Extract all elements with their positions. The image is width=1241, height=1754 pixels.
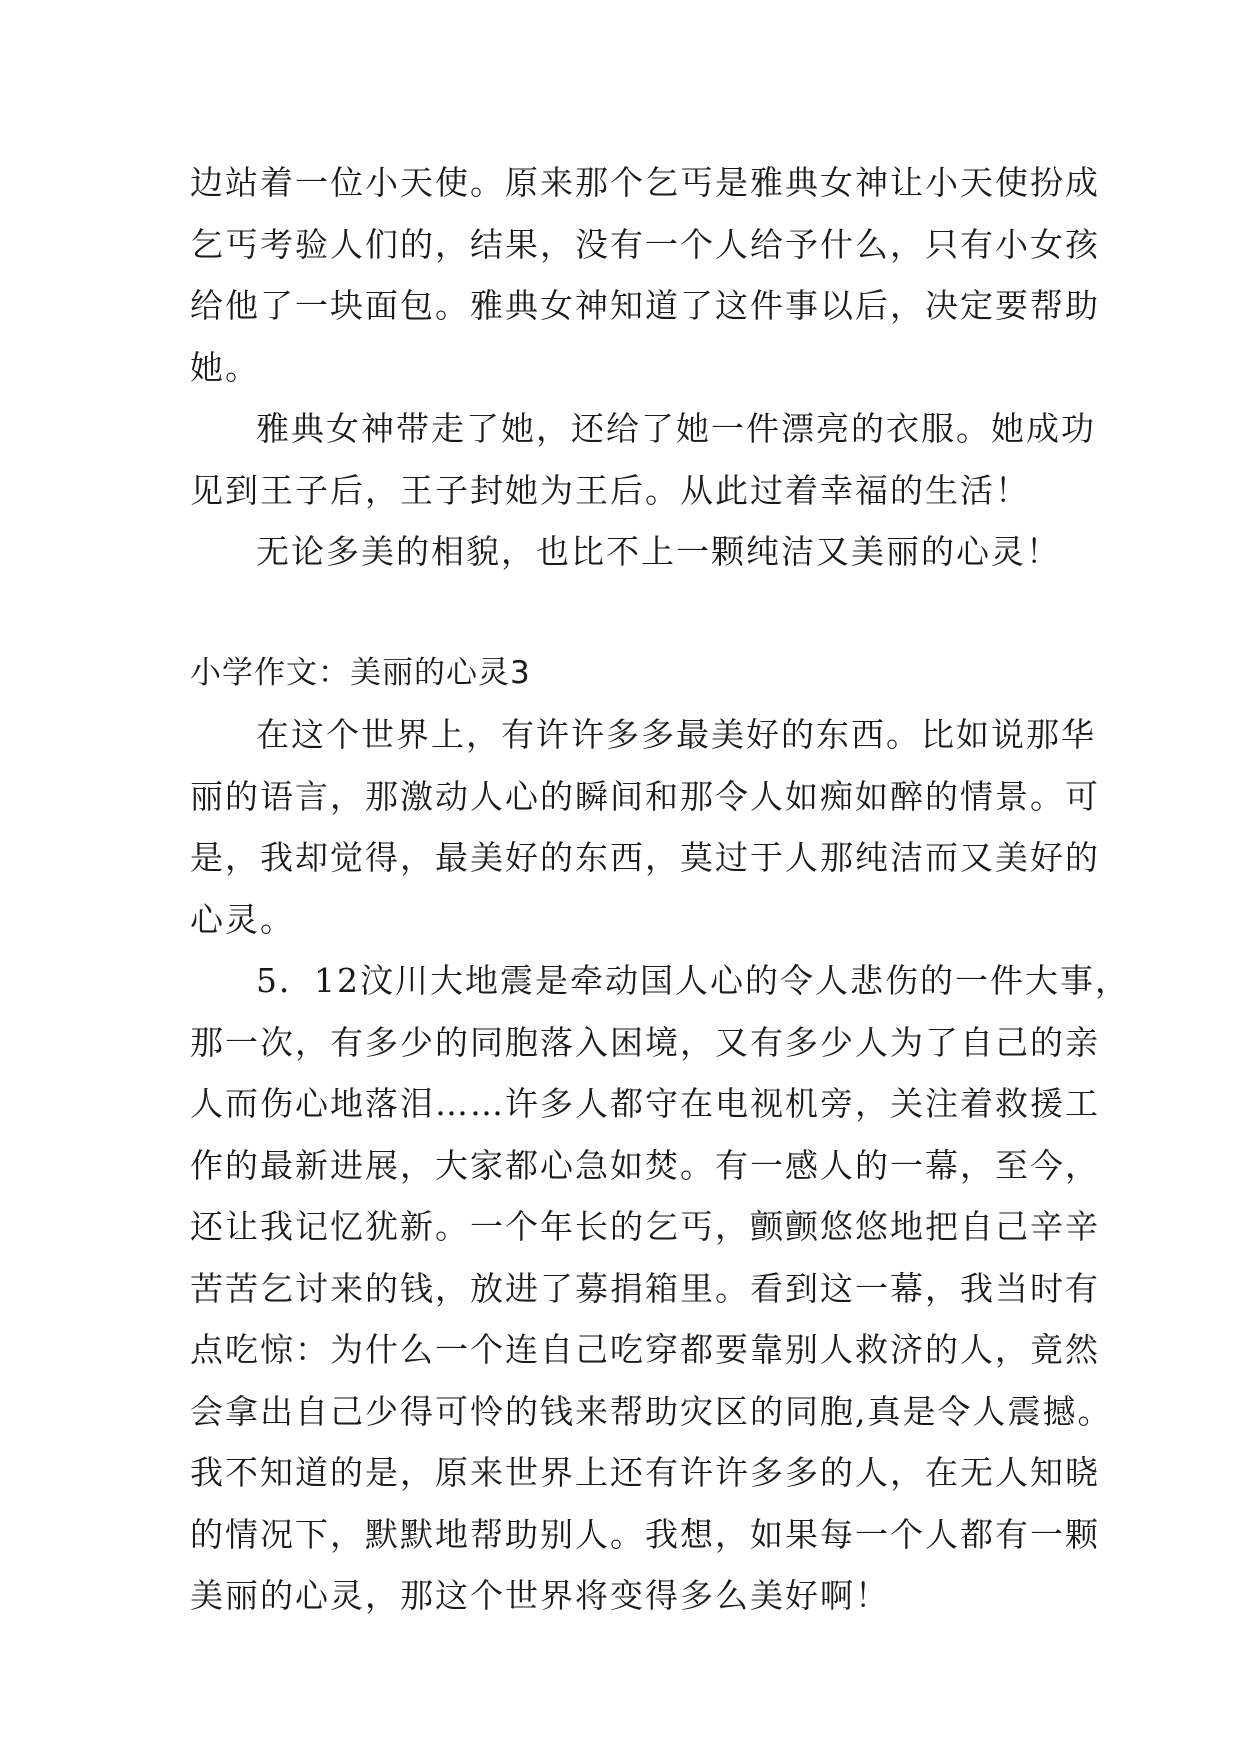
text-line: 人而伤心地落泪……许多人都守在电视机旁，关注着救援工 [190,1084,1100,1123]
paragraph-continuation [190,152,1100,398]
text-line: 点吃惊：为什么一个连自己吃穿都要靠别人救济的人，竟然 [190,1330,1100,1369]
text-line: 边站着一位小天使。原来那个乞丐是雅典女神让小天使扮成 [190,163,1100,202]
text-line: 我不知道的是，原来世界上还有许许多多的人，在无人知晓 [190,1453,1100,1492]
section-title [190,643,1070,705]
text-line: 乞丐考验人们的，结果，没有一个人给予什么，只有小女孩 [190,224,1100,264]
text-line: 给他了一块面包。雅典女神知道了这件事以后，决定要帮助 [190,286,1100,325]
text-line: 5．12汶川大地震是牵动国人心的令人悲伤的一件大事， [256,961,1130,1000]
text-line: 丽的语言，那激动人心的瞬间和那令人如痴如醉的情景。可 [190,776,1100,816]
text-line: 在这个世界上，有许许多多最美好的东西。比如说那华 [256,715,1096,754]
paragraph [190,398,1096,521]
text-line: 的情况下，默默地帮助别人。我想，如果每一个人都有一颗 [190,1514,1100,1554]
section-gap [190,583,1070,643]
text-line: 作的最新进展，大家都心急如焚。有一感人的一幕，至今， [190,1145,1100,1185]
paragraph [190,950,1130,1627]
section-title-text: 小学作文：美丽的心灵3 [190,654,531,691]
text-line: 还让我记忆犹新。一个年长的乞丐，颤颤悠悠地把自己辛辛 [190,1207,1100,1246]
text-line: 无论多美的相貌，也比不上一颗纯洁又美丽的心灵！ [256,532,1061,571]
paragraph [190,521,1070,583]
text-line: 美丽的心灵，那这个世界将变得多么美好啊！ [190,1576,890,1615]
document-body [190,152,1130,1627]
text-line: 会拿出自己少得可怜的钱来帮助灾区的同胞,真是令人震撼。 [190,1391,1113,1431]
paragraph [190,704,1100,950]
text-line: 苦苦乞讨来的钱，放进了募捐箱里。看到这一幕，我当时有 [190,1268,1100,1308]
text-line: 是，我却觉得，最美好的东西，莫过于人那纯洁而又美好的 [190,838,1100,877]
text-line: 见到王子后，王子封她为王后。从此过着幸福的生活！ [190,470,1030,510]
text-line: 那一次，有多少的同胞落入困境，又有多少人为了自己的亲 [190,1022,1100,1062]
text-line: 雅典女神带走了她，还给了她一件漂亮的衣服。她成功 [256,409,1096,448]
text-line: 她。 [190,347,260,387]
text-line: 心灵。 [190,899,295,939]
